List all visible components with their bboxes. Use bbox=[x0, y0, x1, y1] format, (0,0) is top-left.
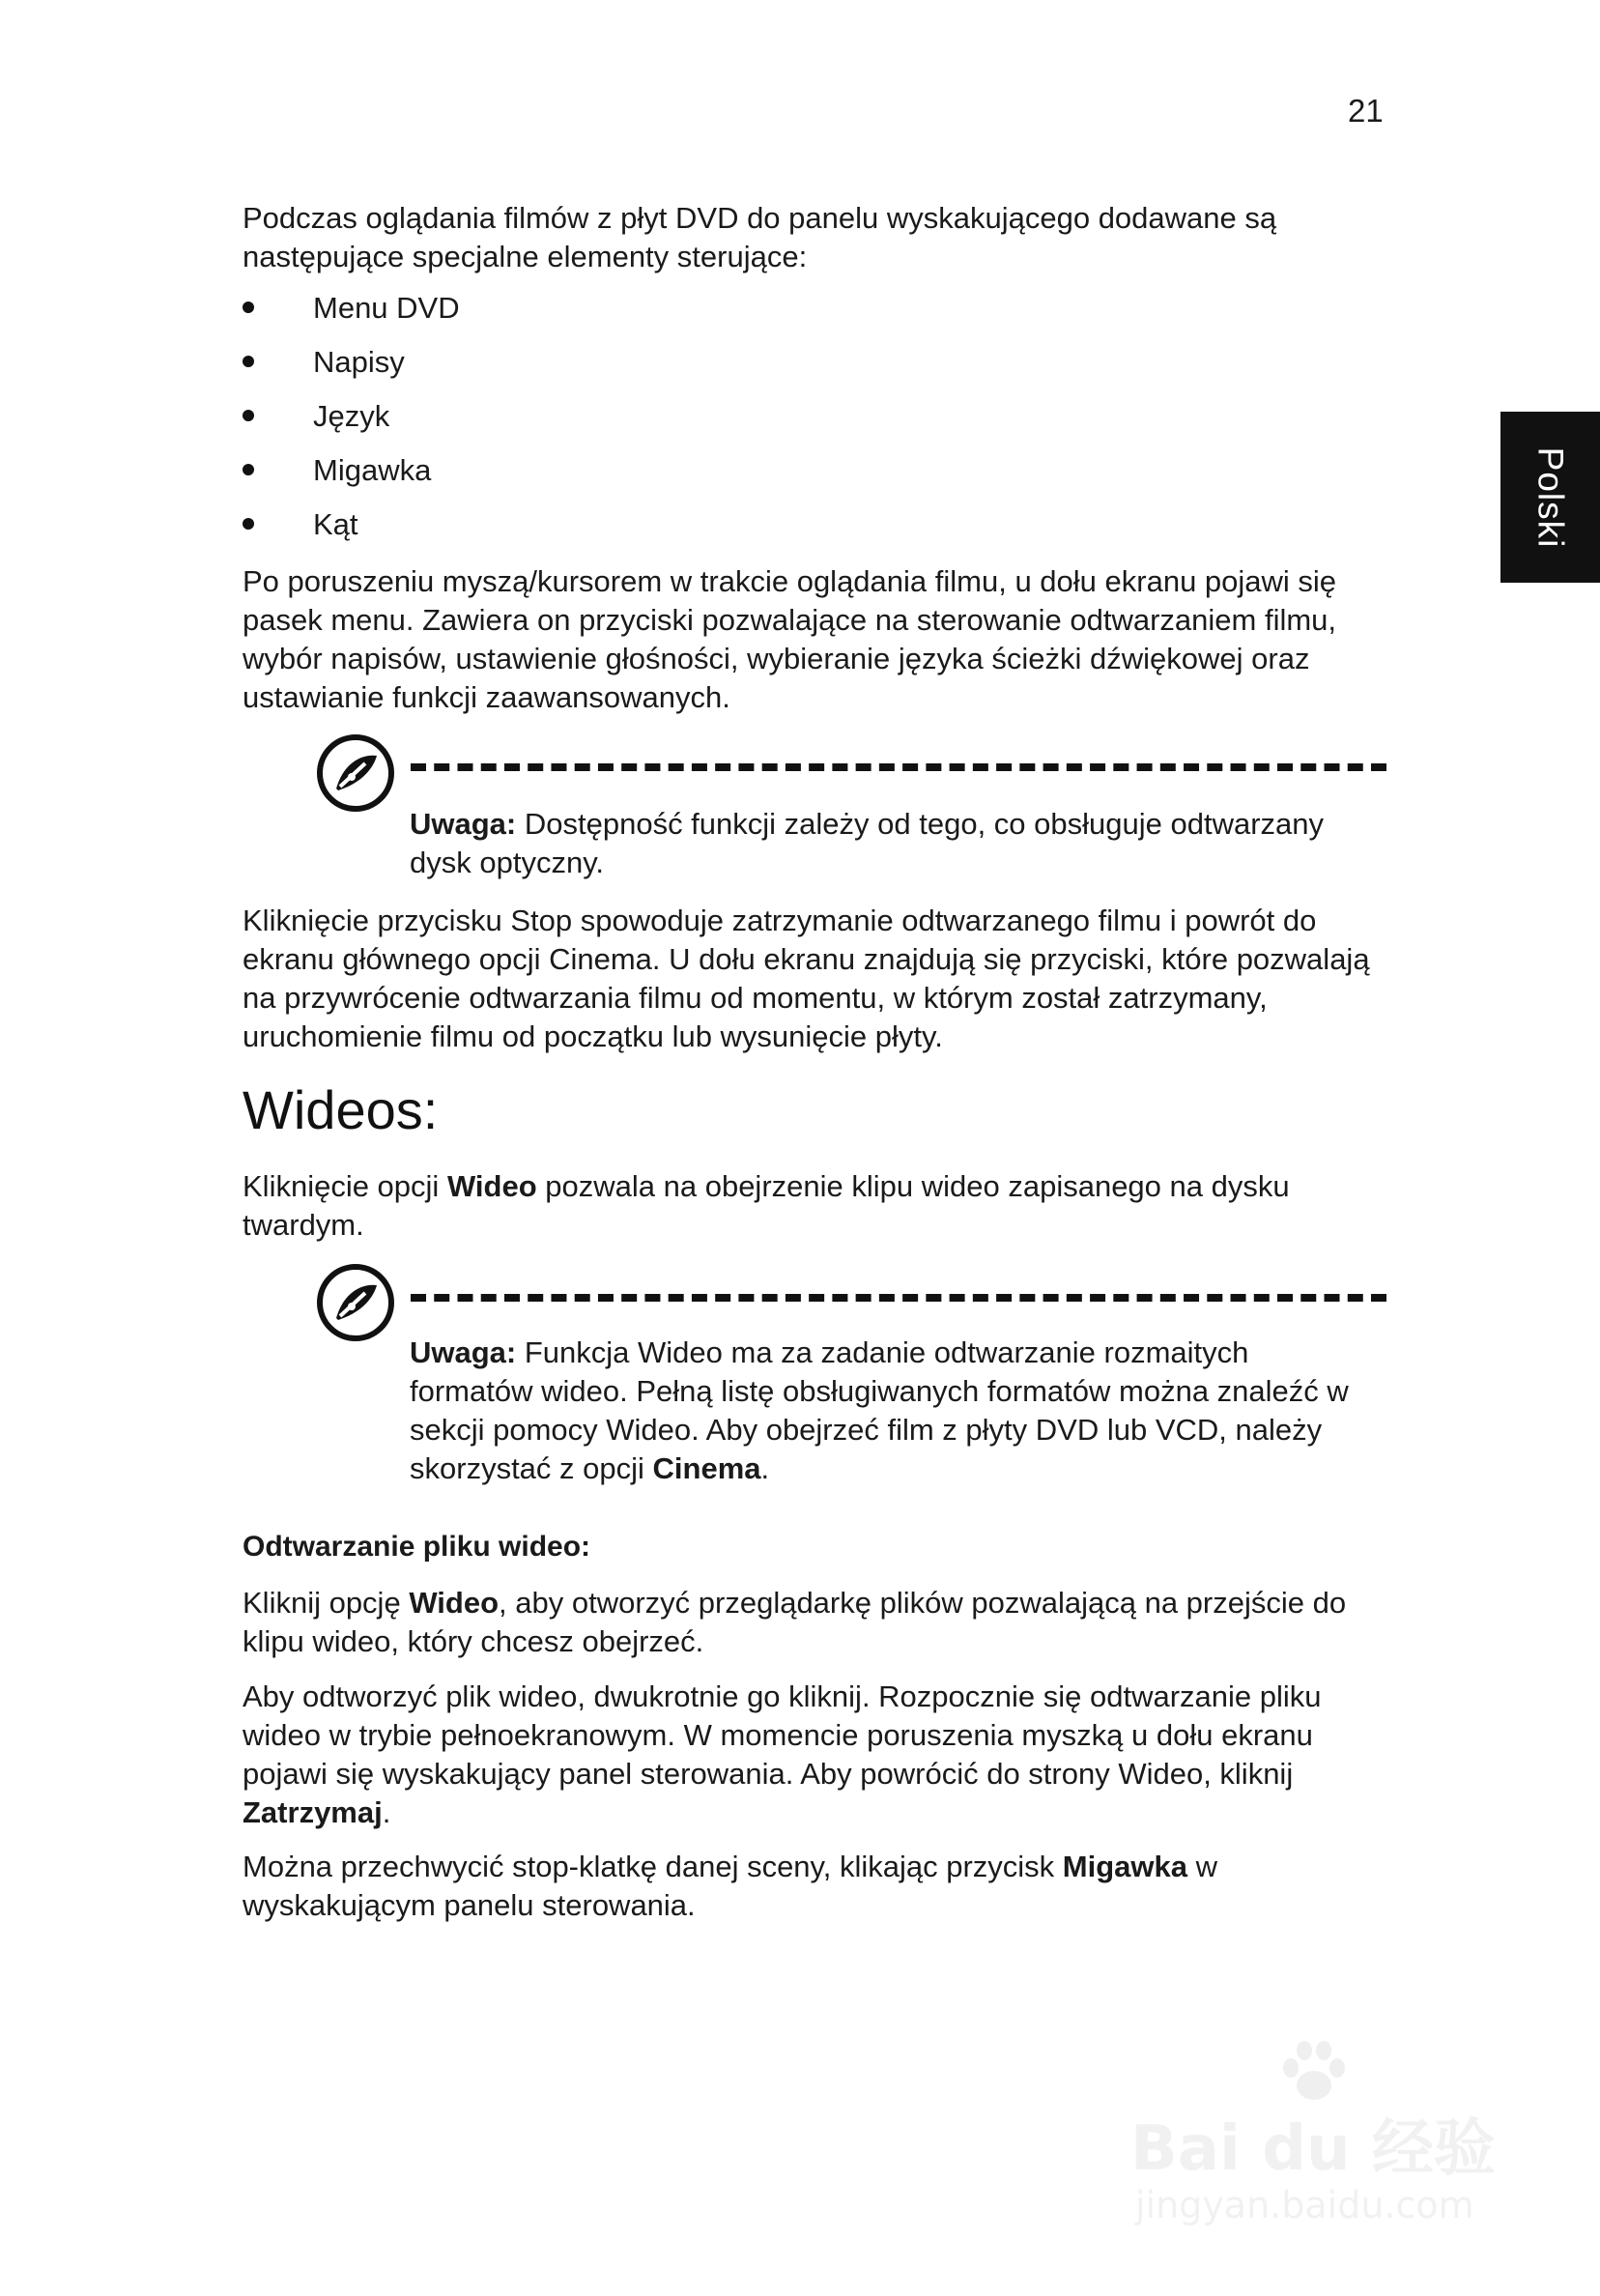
stop-paragraph: Kliknięcie przycisku Stop spowoduje zatrzymanie odtwarzanego filmu i powrót do ekranu głównego opcji Cinema. U dołu ekranu znajdują się przyciski, które pozwalają na przywrócenie odtwarzania filmu od momentu, w którym został zatrzymany, uruchomienie filmu od początku lub wysunięcie płyty. bbox=[243, 904, 1370, 1053]
list-item-label: Menu DVD bbox=[313, 291, 460, 325]
bullet-dot bbox=[243, 464, 254, 475]
text-run: pozwala na obejrzenie klipu wideo zapisanego na dysku twardym. bbox=[243, 1169, 1290, 1242]
note-label: Uwaga: bbox=[410, 807, 517, 841]
bullet-dot bbox=[243, 301, 254, 313]
bullet-dot bbox=[243, 410, 254, 421]
text-run: w wyskakującym panelu sterowania. bbox=[243, 1850, 1218, 1922]
note-label: Uwaga: bbox=[410, 1335, 517, 1369]
note-body: Dostępność funkcji zależy od tego, co obsługuje odtwarzany dysk optyczny. bbox=[410, 807, 1325, 879]
open-paragraph bbox=[243, 1584, 1387, 1661]
text-run: Można przechwycić stop-klatkę danej sceny, klikając przycisk bbox=[243, 1850, 1063, 1883]
list-item-label: Napisy bbox=[313, 345, 405, 379]
subheading: Odtwarzanie pliku wideo: bbox=[243, 1531, 591, 1563]
text-run: Kliknięcie opcji bbox=[243, 1169, 447, 1203]
text-run: , aby otworzyć przeglądarkę plików pozwalającą na przejście do klipu wideo, który chcesz obejrzeć. bbox=[243, 1586, 1347, 1658]
wideo-paragraph bbox=[243, 1167, 1387, 1245]
text-run: . bbox=[382, 1795, 391, 1829]
list-item-label: Migawka bbox=[313, 453, 432, 487]
note-body: Funkcja Wideo ma za zadanie odtwarzanie rozmaitych formatów wideo. Pełną listę obsługiwanych formatów można znaleźć w sekcji pomocy Wideo. Aby obejrzeć film z płyty DVD lub VCD, należy skorzystać z opcji bbox=[410, 1335, 1349, 1485]
paw-icon bbox=[1275, 2039, 1353, 2107]
note-icon bbox=[315, 732, 396, 814]
emphasis: Wideo bbox=[446, 1169, 537, 1203]
text-run: . bbox=[760, 1451, 770, 1485]
watermark-url: jingyan.baidu.com bbox=[1135, 2184, 1474, 2226]
emphasis: Migawka bbox=[1062, 1850, 1188, 1883]
note-text bbox=[410, 1334, 1376, 1488]
emphasis: Cinema bbox=[652, 1451, 761, 1485]
section-heading: Wideos: bbox=[243, 1079, 439, 1140]
text-run: Aby odtworzyć plik wideo, dwukrotnie go kliknij. Rozpocznie się odtwarzanie pliku wideo w trybie pełnoekranowym. W momencie poruszenia myszką u dołu ekranu pojawi się wyskakujący panel sterowania. Aby powrócić do strony Wideo, kliknij bbox=[243, 1679, 1322, 1791]
note-divider bbox=[411, 1294, 1386, 1302]
emphasis: Zatrzymaj bbox=[243, 1795, 383, 1829]
note-divider bbox=[411, 763, 1386, 771]
language-side-tab bbox=[1500, 412, 1600, 583]
menu-bar-paragraph: Po poruszeniu myszą/kursorem w trakcie oglądania filmu, u dołu ekranu pojawi się pasek menu. Zawiera on przyciski pozwalające na sterowanie odtwarzaniem filmu, wybór napisów, ustawienie głośności, wybieranie języka ścieżki dźwiękowej oraz ustawianie funkcji zaawansowanych. bbox=[243, 564, 1337, 714]
page-number: 21 bbox=[1348, 93, 1384, 129]
list-item-label: Kąt bbox=[313, 507, 358, 541]
emphasis: Wideo bbox=[409, 1586, 500, 1620]
play-paragraph bbox=[243, 1678, 1387, 1832]
note-text bbox=[410, 805, 1376, 882]
side-tab-label: Polski bbox=[1530, 446, 1571, 548]
snapshot-paragraph bbox=[243, 1848, 1387, 1925]
watermark bbox=[1130, 2039, 1507, 2252]
note-icon bbox=[315, 1262, 396, 1343]
watermark-brand: Bai du 经验 bbox=[1130, 2113, 1496, 2185]
list-item-label: Język bbox=[313, 399, 390, 433]
text-run: Kliknij opcję bbox=[243, 1586, 410, 1620]
bullet-dot bbox=[243, 518, 254, 530]
intro-paragraph: Podczas oglądania filmów z płyt DVD do panelu wyskakującego dodawane są następujące specjalne elementy sterujące: bbox=[243, 201, 1277, 273]
bullet-dot bbox=[243, 356, 254, 367]
